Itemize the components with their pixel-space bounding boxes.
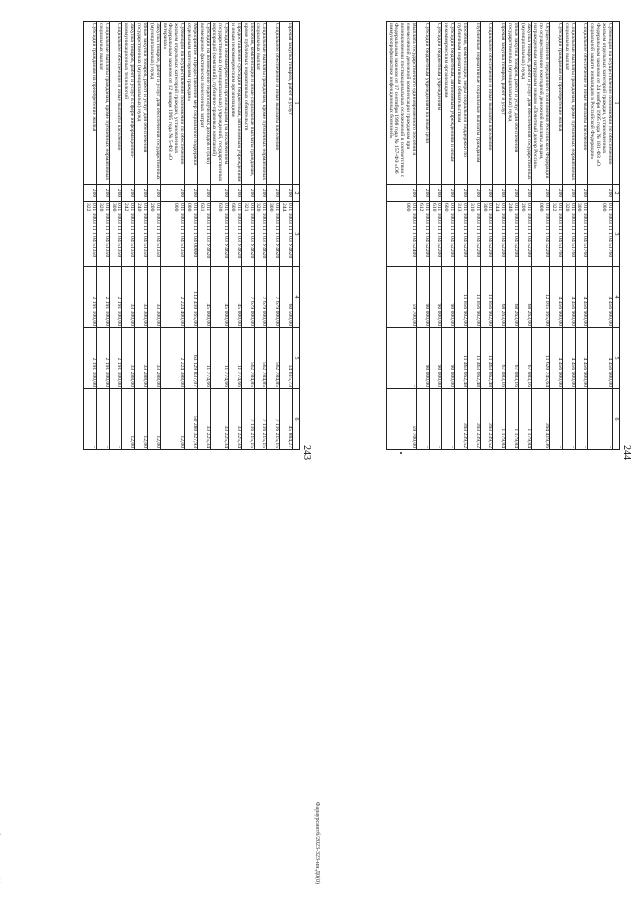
row-label: Субсидии гражданам на приобретение жилья — [550, 22, 563, 185]
budget-code: 011 1003 11 1 04 52200 240 — [506, 202, 519, 267]
table-row — [109, 22, 122, 450]
line-code: 200 — [160, 185, 184, 202]
budget-code: 011 1003 11 1 04 52400 000 — [386, 202, 416, 267]
table-row — [518, 22, 531, 450]
table-row — [160, 22, 184, 450]
table-row — [210, 22, 229, 450]
line-code: 200 — [480, 185, 493, 202]
header-cell: 2 — [612, 185, 619, 202]
budget-code: 011 1003 11 1 04 51760 000 — [588, 202, 612, 267]
budget-code: 011 1003 11 1 04 52200 600 — [442, 202, 455, 267]
unexecuted-amount: - — [575, 389, 588, 450]
row-label: Социальные выплаты гражданам, кроме публичных нормативных социальных выплат — [562, 22, 575, 185]
executed-amount: 11 774,66 — [197, 328, 210, 389]
row-label: Мероприятие «Предоставление мер социальной поддержки отдельным категориям граждан» — [185, 22, 198, 185]
line-code: 200 — [562, 185, 575, 202]
table-row — [588, 22, 612, 450]
executed-amount: 2 191 100,00 — [97, 328, 110, 389]
approved-amount: 90 000,00 — [442, 267, 455, 328]
table-row — [185, 22, 198, 450]
unexecuted-amount: 1 179,84 — [493, 389, 506, 450]
line-code: 200 — [493, 185, 506, 202]
table-row — [493, 22, 506, 450]
unexecuted-amount: 12,00 — [160, 389, 184, 450]
page-244 — [314, 15, 632, 890]
table-row — [254, 22, 267, 450]
approved-amount: 33 300,00 — [135, 267, 148, 328]
row-label: Субсидии бюджетным учреждениям на иные цели — [417, 22, 430, 185]
line-code: 200 — [417, 185, 430, 202]
row-label: Субвенции на осуществление полномочий по обеспечению жильем отдельных категорий граждан, установленных Федеральным законом от 24 ноября 1995 года № 181-ФЗ «О социальной защите инвалидов в Российской Федерации» — [588, 22, 612, 185]
executed-amount: 67 083,16 — [506, 328, 519, 389]
unexecuted-amount: 45 884,27 — [279, 389, 292, 450]
line-code: 200 — [429, 185, 442, 202]
budget-code: 011 1003 11 1 04 52200 244 — [493, 202, 506, 267]
line-code: 200 — [185, 185, 198, 202]
unexecuted-amount: 393 239,52 — [455, 389, 468, 450]
executed-amount: 4 456 900,00 — [550, 328, 563, 389]
unexecuted-amount: - — [588, 389, 612, 450]
line-code: 200 — [135, 185, 148, 202]
approved-amount: 4 456 900,00 — [588, 267, 612, 328]
table-row — [135, 22, 148, 450]
executed-amount: 562 784,85 — [267, 328, 280, 389]
table-row — [84, 22, 97, 450]
unexecuted-amount: 393 239,52 — [467, 389, 480, 450]
executed-amount: 11 620 745,64 — [531, 328, 550, 389]
page-243 — [10, 15, 310, 890]
row-label: Пособия, компенсации и иные социальные выплаты гражданам, кроме публичных нормативных обязательств — [241, 22, 254, 185]
approved-amount: 68 263,00 — [493, 267, 506, 328]
header-cell: 1 — [612, 22, 619, 185]
header-cell: 6 — [612, 389, 619, 450]
row-label: Субсидии бюджетным учреждениям — [429, 22, 442, 185]
executed-amount: 11 774,66 — [229, 328, 242, 389]
budget-code: 011 1003 11 1 04 51350 322 — [84, 202, 97, 267]
executed-amount: 2 224 388,00 — [160, 328, 184, 389]
table-row — [550, 22, 563, 450]
unexecuted-amount: - — [97, 389, 110, 450]
budget-code: 011 1003 11 1 04 51350 300 — [109, 202, 122, 267]
executed-amount: - — [386, 328, 416, 389]
approved-amount: 45 000,00 — [229, 267, 242, 328]
unexecuted-amount: 393 239,52 — [480, 389, 493, 450]
unexecuted-amount: - — [442, 389, 455, 450]
approved-amount: 45 000,00 — [197, 267, 210, 328]
budget-code: 011 1003 11 1 03 У4620 244 — [279, 202, 292, 267]
line-code: 200 — [97, 185, 110, 202]
row-label: Публичные нормативные социальные выплаты гражданам — [467, 22, 480, 185]
row-label: Социальные выплаты гражданам, кроме публичных нормативных социальных выплат — [254, 22, 267, 185]
approved-amount: 33 300,00 — [122, 267, 135, 328]
header-row — [612, 22, 619, 450]
line-code: 200 — [575, 185, 588, 202]
table-row — [147, 22, 160, 450]
header-cell: 2 — [292, 185, 299, 202]
line-code: 200 — [229, 185, 242, 202]
approved-amount: 2 191 100,00 — [109, 267, 122, 328]
budget-code: 011 1003 11 1 03 У4620 300 — [267, 202, 280, 267]
approved-amount: 2 224 400,00 — [160, 267, 184, 328]
table-row — [97, 22, 110, 450]
approved-amount: 4 456 900,00 — [550, 267, 563, 328]
header-cell: 4 — [292, 267, 299, 328]
executed-amount: 90 000,00 — [417, 328, 430, 389]
row-label: Социальное обеспечение и иные выплаты населению — [480, 22, 493, 185]
executed-amount: 11 463 662,48 — [480, 328, 493, 389]
executed-amount: 67 083,16 — [518, 328, 531, 389]
approved-amount: 11 856 902,00 — [467, 267, 480, 328]
scan-speck — [400, 452, 402, 454]
line-code: 200 — [386, 185, 416, 202]
executed-amount: 562 784,85 — [241, 328, 254, 389]
executed-amount: 63 129 837,07 — [185, 328, 198, 389]
budget-code: 011 1003 11 1 03 У4620 630 — [210, 202, 229, 267]
row-label: Выплата государственного единовременного пособия и ежемесячной денежной компенсации гражданам при возникновении поствакцинальных осложнений в соответствии с Федеральным законом от 17 сентября 1998 года № 157-ФЗ «Об иммунопрофилактике инфекционных болезней» — [386, 22, 416, 185]
unexecuted-amount: - — [429, 389, 442, 450]
table-row — [442, 22, 455, 450]
unexecuted-amount: - — [84, 389, 97, 450]
line-code: 200 — [467, 185, 480, 202]
approved-amount: 12 015 165,00 — [531, 267, 550, 328]
page-footer: Фараурсинтб/2023-323-ин.Д0(0) — [314, 801, 320, 884]
header-row — [292, 22, 299, 450]
table-row — [279, 22, 292, 450]
header-cell: 1 — [292, 22, 299, 185]
budget-code: 011 1003 11 1 03 У4620 320 — [254, 202, 267, 267]
row-label: Закупка товаров, работ и услуг для обеспечения государственных (муниципальных) нужд — [147, 22, 160, 185]
line-code: 200 — [550, 185, 563, 202]
row-label: Субвенции на осуществление полномочий по обеспечению жильем отдельных категорий граждан, установленных Федеральным законом от 12 января 1995 года № 5-ФЗ «О ветеранах» — [160, 22, 184, 185]
executed-amount: 11 463 662,48 — [455, 328, 468, 389]
budget-code: 011 1003 11 1 04 52200 610 — [429, 202, 442, 267]
budget-code: 011 1003 11 1 04 51760 320 — [562, 202, 575, 267]
approved-amount: 45 000,00 — [210, 267, 229, 328]
row-label: Прочая закупка товаров, работ и услуг — [493, 22, 506, 185]
row-label: Пособия, компенсации, меры социальной поддержки по публичным нормативным обязательствам — [455, 22, 468, 185]
unexecuted-amount: - — [562, 389, 575, 450]
table-row — [122, 22, 135, 450]
header-cell: 4 — [612, 267, 619, 328]
approved-amount: 4 456 900,00 — [575, 267, 588, 328]
unexecuted-amount: 33 225,34 — [229, 389, 242, 450]
unexecuted-amount: 50 280 327,93 — [185, 389, 198, 450]
budget-code: 011 1003 11 1 04 52200 000 — [531, 202, 550, 267]
row-label: Субсидии на возмещение недополученных доходов и (или) возмещение фактически понесенных затрат — [197, 22, 210, 185]
table-row — [417, 22, 430, 450]
approved-amount: 59 700,00 — [386, 267, 416, 328]
line-code: 200 — [254, 185, 267, 202]
budget-table — [386, 21, 620, 450]
header-cell: 6 — [292, 389, 299, 450]
approved-amount: 90 000,00 — [429, 267, 442, 328]
header-cell: 5 — [292, 328, 299, 389]
budget-code: 011 1003 11 1 03 У4620 321 — [241, 202, 254, 267]
executed-amount: 11 463 662,48 — [467, 328, 480, 389]
unexecuted-amount: - — [417, 389, 430, 450]
unexecuted-amount: 12,00 — [122, 389, 135, 450]
budget-code: 011 1003 11 1 04 51350 000 — [160, 202, 184, 267]
unexecuted-amount: 7 116 215,15 — [254, 389, 267, 450]
row-label: Иные закупки товаров, работ и услуг для обеспечения государственных (муниципальных) нужд — [135, 22, 148, 185]
approved-amount: 7 679 000,00 — [241, 267, 254, 328]
table-row — [455, 22, 468, 450]
line-code: 200 — [122, 185, 135, 202]
approved-amount: 113 410 165,00 — [185, 267, 198, 328]
row-label: Закупка товаров, работ и услуг для обеспечения государственных (муниципальных) нужд — [518, 22, 531, 185]
budget-code: 011 1003 11 1 04 52200 200 — [518, 202, 531, 267]
line-code: 200 — [267, 185, 280, 202]
page-number: 244 — [621, 445, 632, 460]
executed-amount: 14 615,73 — [279, 328, 292, 389]
budget-code: 011 1003 11 1 04 00000 000 — [185, 202, 198, 267]
row-label: Социальные выплаты гражданам, кроме публичных нормативных социальных выплат — [97, 22, 110, 185]
row-label: Субсидии некоммерческим организациям (за исключением государственных (муниципальных) учреждений, государственных корпораций (компаний), публично-правовых компаний) — [210, 22, 229, 185]
table-row — [429, 22, 442, 450]
budget-code: 011 1003 11 1 04 52200 313 — [455, 202, 468, 267]
line-code: 200 — [241, 185, 254, 202]
executed-amount: 33 288,00 — [147, 328, 160, 389]
row-label: Закупка товаров, работ и услуг в сфере информационно-коммуникационных технологий — [122, 22, 135, 185]
budget-code: 011 1003 11 1 04 52200 310 — [467, 202, 480, 267]
row-label: Иные закупки товаров, работ и услуг для обеспечения государственных (муниципальных) нужд — [506, 22, 519, 185]
unexecuted-amount: 394 419,36 — [531, 389, 550, 450]
unexecuted-amount: 12,00 — [147, 389, 160, 450]
row-label: Осуществление переданного полномочия Российской Федерации по осуществлению ежегодной денежной выплаты лицам, награжденным нагрудным знаком «Почетный донор России» — [531, 22, 550, 185]
unexecuted-amount: 7 116 215,15 — [241, 389, 254, 450]
line-code: 200 — [84, 185, 97, 202]
unexecuted-amount: 12,00 — [135, 389, 148, 450]
approved-amount: 68 263,00 — [506, 267, 519, 328]
approved-amount: 4 456 900,00 — [562, 267, 575, 328]
unexecuted-amount: 59 700,00 — [386, 389, 416, 450]
approved-amount: 68 263,00 — [518, 267, 531, 328]
budget-code: 011 1003 11 1 04 51350 240 — [135, 202, 148, 267]
budget-code: 011 1003 11 1 04 51760 322 — [550, 202, 563, 267]
approved-amount: 11 856 902,00 — [480, 267, 493, 328]
row-label: Социальное обеспечение и иные выплаты населению — [267, 22, 280, 185]
approved-amount: 90 000,00 — [417, 267, 430, 328]
budget-code: 011 1003 11 1 04 51350 242 — [122, 202, 135, 267]
executed-amount: 11 774,66 — [210, 328, 229, 389]
table-row — [480, 22, 493, 450]
table-row — [562, 22, 575, 450]
row-label: Предоставление субсидий бюджетным, автономным учреждениям и иным некоммерческим организациям — [229, 22, 242, 185]
executed-amount: 33 288,00 — [135, 328, 148, 389]
table-row — [267, 22, 280, 450]
header-cell: 3 — [292, 202, 299, 267]
row-label: Субсидии гражданам на приобретение жилья — [84, 22, 97, 185]
table-row — [467, 22, 480, 450]
line-code: 200 — [588, 185, 612, 202]
header-cell: 5 — [612, 328, 619, 389]
unexecuted-amount: 7 116 215,15 — [267, 389, 280, 450]
budget-code: 011 1003 11 1 04 51350 200 — [147, 202, 160, 267]
unexecuted-amount: - — [550, 389, 563, 450]
approved-amount: 7 679 000,00 — [267, 267, 280, 328]
row-label: Субсидии бюджетным, автономным учреждениям и иным некоммерческим организациям — [442, 22, 455, 185]
table-row — [386, 22, 416, 450]
budget-code: 011 1003 11 1 03 У4620 631 — [197, 202, 210, 267]
approved-amount: 33 300,00 — [147, 267, 160, 328]
budget-code: 011 1003 11 1 03 У4620 600 — [229, 202, 242, 267]
line-code: 200 — [531, 185, 550, 202]
line-code: 200 — [197, 185, 210, 202]
approved-amount: 11 856 902,00 — [455, 267, 468, 328]
executed-amount: 90 000,00 — [429, 328, 442, 389]
budget-code: 011 1003 11 1 04 52200 612 — [417, 202, 430, 267]
approved-amount: 7 679 000,00 — [254, 267, 267, 328]
unexecuted-amount: 33 225,34 — [210, 389, 229, 450]
line-code: 200 — [506, 185, 519, 202]
line-code: 200 — [518, 185, 531, 202]
table-row — [241, 22, 254, 450]
table-row — [531, 22, 550, 450]
executed-amount: 2 191 100,00 — [109, 328, 122, 389]
row-label: Прочая закупка товаров, работ и услуг — [279, 22, 292, 185]
line-code: 200 — [109, 185, 122, 202]
executed-amount: 4 456 900,00 — [562, 328, 575, 389]
budget-code: 011 1003 11 1 04 51350 320 — [97, 202, 110, 267]
executed-amount: 33 288,00 — [122, 328, 135, 389]
unexecuted-amount: 33 225,34 — [197, 389, 210, 450]
executed-amount: 4 456 900,00 — [575, 328, 588, 389]
row-label: Социальное обеспечение и иные выплаты населению — [109, 22, 122, 185]
executed-amount: 67 083,16 — [493, 328, 506, 389]
unexecuted-amount: 1 179,84 — [506, 389, 519, 450]
unexecuted-amount: 1 179,84 — [518, 389, 531, 450]
budget-code: 011 1003 11 1 04 52200 300 — [480, 202, 493, 267]
executed-amount: 562 784,85 — [254, 328, 267, 389]
line-code: 200 — [147, 185, 160, 202]
approved-amount: 2 191 100,00 — [97, 267, 110, 328]
table-row — [197, 22, 210, 450]
line-code: 200 — [210, 185, 229, 202]
table-row — [229, 22, 242, 450]
budget-table — [83, 21, 300, 450]
table-row — [575, 22, 588, 450]
approved-amount: 60 500,00 — [279, 267, 292, 328]
approved-amount: 2 191 100,00 — [84, 267, 97, 328]
unexecuted-amount: - — [109, 389, 122, 450]
line-code: 200 — [279, 185, 292, 202]
executed-amount: 4 456 900,00 — [588, 328, 612, 389]
header-cell: 3 — [612, 202, 619, 267]
page-number: 243 — [301, 445, 312, 460]
budget-code: 011 1003 11 1 04 51760 300 — [575, 202, 588, 267]
line-code: 200 — [455, 185, 468, 202]
row-label: Социальное обеспечение и иные выплаты населению — [575, 22, 588, 185]
executed-amount: 2 191 100,00 — [84, 328, 97, 389]
table-row — [506, 22, 519, 450]
executed-amount: 90 000,00 — [442, 328, 455, 389]
line-code: 200 — [442, 185, 455, 202]
